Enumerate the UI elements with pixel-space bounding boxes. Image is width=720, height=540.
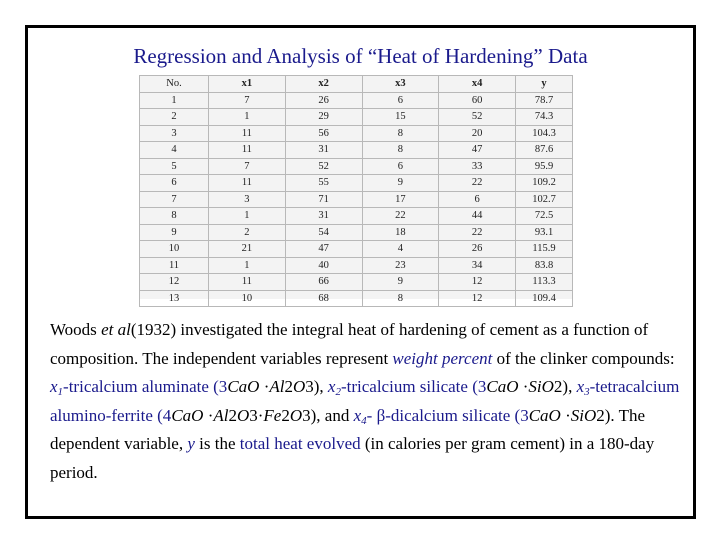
table-cell: 60 <box>439 92 516 109</box>
table-row <box>140 191 573 208</box>
table-cell: 7 <box>140 191 209 208</box>
table-cell: 11 <box>209 125 286 142</box>
text-run: Woods <box>50 320 102 339</box>
table-cell: 8 <box>362 290 439 307</box>
table-cell: 109.2 <box>516 175 573 192</box>
var-y: y <box>187 434 195 454</box>
table-cell: 31 <box>285 142 362 159</box>
table-cell: 11 <box>140 257 209 274</box>
table-cell: 6 <box>362 92 439 109</box>
table-cell: 115.9 <box>516 241 573 258</box>
table-cell: 83.8 <box>516 257 573 274</box>
table-cell: 71 <box>285 191 362 208</box>
table-cell: 33 <box>439 158 516 175</box>
table-cell: 13 <box>140 290 209 307</box>
var-x4: x <box>353 405 362 425</box>
table-row <box>140 109 573 126</box>
text-run: SiO <box>570 405 597 425</box>
table-cell: 10 <box>209 290 286 307</box>
table-cell: 93.1 <box>516 224 573 241</box>
text-run: CaO <box>528 405 561 425</box>
table-cell: 52 <box>285 158 362 175</box>
table-header-row <box>140 76 573 93</box>
table-row <box>140 274 573 291</box>
table-cell: 56 <box>285 125 362 142</box>
table-cell: 102.7 <box>516 191 573 208</box>
header-x2: x2 <box>285 76 362 93</box>
header-y: y <box>516 76 573 93</box>
var-x2: x <box>327 377 336 397</box>
table-cell: 12 <box>439 274 516 291</box>
text-run: · <box>560 405 571 425</box>
table-cell: 66 <box>285 274 362 291</box>
table-cell: 12 <box>140 274 209 291</box>
text-run: -tricalcium silicate (3 <box>340 377 487 397</box>
table-cell: 18 <box>362 224 439 241</box>
table-cell: 5 <box>140 158 209 175</box>
table-cell: 26 <box>439 241 516 258</box>
table-cell: 21 <box>209 241 286 258</box>
var-x1: x <box>50 377 58 397</box>
table-cell: 9 <box>362 175 439 192</box>
table-cell: 44 <box>439 208 516 225</box>
header-x3: x3 <box>362 76 439 93</box>
table-cell: 7 <box>209 158 286 175</box>
text-run: 2 <box>228 405 237 425</box>
table-cell: 12 <box>439 290 516 307</box>
text-run: 2 <box>281 405 290 425</box>
table-cell: 104.3 <box>516 125 573 142</box>
table-cell: 2 <box>140 109 209 126</box>
table-cell: 23 <box>362 257 439 274</box>
text-run: 3), <box>305 377 328 397</box>
table-row <box>140 125 573 142</box>
table-cell: 8 <box>140 208 209 225</box>
table-cell: 8 <box>362 142 439 159</box>
table-row <box>140 257 573 274</box>
table-cell: 74.3 <box>516 109 573 126</box>
text-run: CaO <box>486 377 519 397</box>
table-cell: 6 <box>362 158 439 175</box>
var-x3: x <box>576 377 585 397</box>
description-paragraph <box>50 316 680 488</box>
table-cell: 3 <box>140 125 209 142</box>
table-cell: 4 <box>362 241 439 258</box>
slide-title: Regression and Analysis of “Heat of Hardening” Data <box>133 44 588 68</box>
table-cell: 11 <box>209 142 286 159</box>
table-cell: 9 <box>140 224 209 241</box>
table-row <box>140 241 573 258</box>
header-x1: x1 <box>209 76 286 93</box>
table-cell: 2 <box>209 224 286 241</box>
text-run: CaO <box>227 377 260 397</box>
text-run: et al <box>101 320 131 339</box>
table-cell: 1 <box>209 257 286 274</box>
table-cell: 1 <box>209 208 286 225</box>
table-row <box>140 92 573 109</box>
text-run: 2), <box>553 377 577 397</box>
table-row <box>140 290 573 307</box>
text-run: 2 <box>284 377 293 397</box>
table-cell: 8 <box>362 125 439 142</box>
text-run: CaO <box>171 405 204 425</box>
table-row <box>140 158 573 175</box>
text-run: Al <box>269 377 285 397</box>
table-cell: 95.9 <box>516 158 573 175</box>
table-cell: 113.3 <box>516 274 573 291</box>
text-run: is the <box>194 434 240 454</box>
table-cell: 22 <box>439 175 516 192</box>
text-run: · <box>203 405 214 425</box>
var-x4-sub: 4 <box>361 414 367 427</box>
table-cell: 20 <box>439 125 516 142</box>
table-cell: 26 <box>285 92 362 109</box>
table-cell: 4 <box>140 142 209 159</box>
text-run: 3· <box>249 405 264 425</box>
slide-frame <box>25 25 696 519</box>
text-run: O <box>292 377 306 397</box>
header-x4: x4 <box>439 76 516 93</box>
table-cell: 1 <box>209 109 286 126</box>
table-cell: 109.4 <box>516 290 573 307</box>
table-cell: 52 <box>439 109 516 126</box>
table-cell: 6 <box>140 175 209 192</box>
text-run: 3), and <box>302 405 354 425</box>
table-cell: 29 <box>285 109 362 126</box>
table-cell: 31 <box>285 208 362 225</box>
table-cell: 3 <box>209 191 286 208</box>
highlight-weight-percent: weight percent <box>392 348 493 368</box>
table-cell: 7 <box>209 92 286 109</box>
text-run: 2). The dependent variable, <box>50 405 646 454</box>
text-run: -tricalcium aluminate (3 <box>63 377 228 397</box>
table-cell: 87.6 <box>516 142 573 159</box>
table-cell: 9 <box>362 274 439 291</box>
table-cell: 54 <box>285 224 362 241</box>
table-row <box>140 142 573 159</box>
table-row <box>140 208 573 225</box>
text-run: SiO <box>528 377 554 397</box>
table-cell: 34 <box>439 257 516 274</box>
text-run: - β-dicalcium silicate (3 <box>366 405 529 425</box>
text-run: (1932) investigated the integral heat of hardening of cement as a function of composition. The independent variables represent <box>50 320 649 368</box>
table-cell: 10 <box>140 241 209 258</box>
table-cell: 68 <box>285 290 362 307</box>
table-cell: 47 <box>439 142 516 159</box>
table-cell: 1 <box>140 92 209 109</box>
table-row <box>140 175 573 192</box>
text-run: · <box>259 377 270 397</box>
heat-hardening-table <box>139 75 573 307</box>
text-run: · <box>518 377 529 397</box>
text-run: of the clinker compounds: <box>492 348 675 368</box>
table-cell: 6 <box>439 191 516 208</box>
table-cell: 11 <box>209 274 286 291</box>
table-cell: 40 <box>285 257 362 274</box>
table-row <box>140 224 573 241</box>
text-run: Fe <box>263 405 282 425</box>
table-cell: 17 <box>362 191 439 208</box>
text-run: (in calories per gram cement) in a 180-day period. <box>50 434 655 482</box>
table-cell: 78.7 <box>516 92 573 109</box>
var-x3-sub: 3 <box>584 386 590 399</box>
text-run: -tetracalcium alumino-ferrite (4 <box>50 377 680 425</box>
text-run: O <box>236 405 250 425</box>
var-x1-sub: 1 <box>57 386 64 399</box>
text-run: Al <box>213 405 229 425</box>
table-cell: 15 <box>362 109 439 126</box>
table-cell: 47 <box>285 241 362 258</box>
header-no: No. <box>140 76 209 93</box>
data-table-image <box>139 75 573 304</box>
table-cell: 55 <box>285 175 362 192</box>
table-cell: 11 <box>209 175 286 192</box>
table-cell: 22 <box>439 224 516 241</box>
var-x2-sub: 2 <box>335 386 341 399</box>
table-cell: 72.5 <box>516 208 573 225</box>
text-run: O <box>289 405 303 425</box>
table-cell: 22 <box>362 208 439 225</box>
highlight-total-heat: total heat evolved <box>239 434 361 454</box>
